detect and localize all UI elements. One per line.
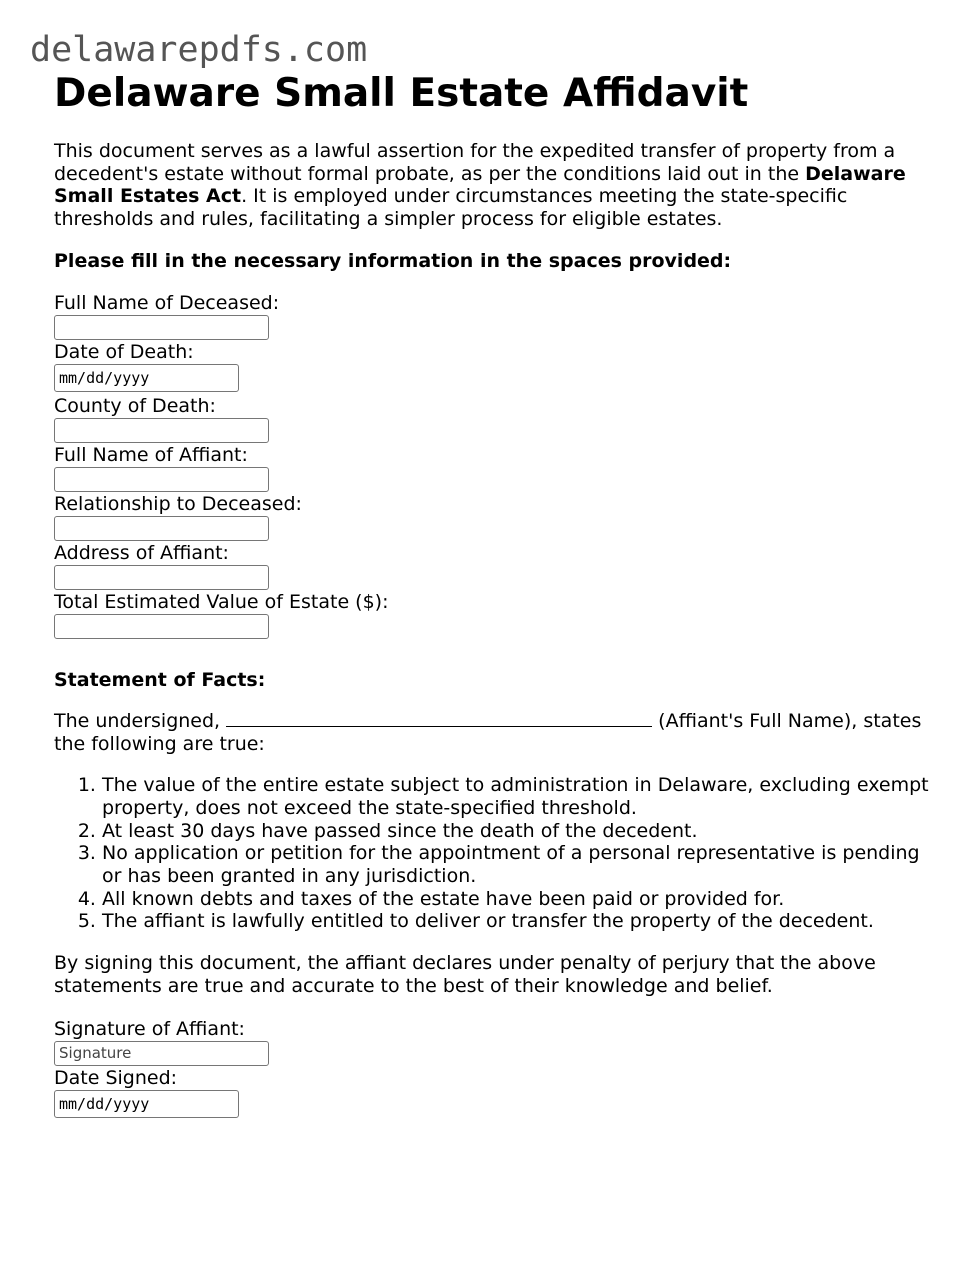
estate-value-input[interactable] [54, 614, 269, 639]
deceased-name-label: Full Name of Deceased: [54, 291, 280, 314]
signature-label: Signature of Affiant: [54, 1017, 245, 1040]
fact-item: 2. At least 30 days have passed since the death of the decedent. [102, 820, 934, 843]
fact-item: 5. The affiant is lawfully entitled to deliver or transfer the property of the decedent. [102, 910, 934, 933]
affiant-address-label: Address of Affiant: [54, 541, 229, 564]
affiant-name-label: Full Name of Affiant: [54, 443, 248, 466]
statement-intro [54, 710, 934, 755]
affiant-address-input[interactable] [54, 565, 269, 590]
affiant-name-input[interactable] [54, 467, 269, 492]
intro-text-before: This document serves as a lawful assertion for the expedited transfer of property from a decedent's estate without formal probate, as per the conditions laid out in the [54, 140, 896, 185]
affiant-name-blank[interactable] [226, 710, 652, 727]
instruction-text: Please fill in the necessary information in the spaces provided: [54, 249, 732, 272]
intro-text-after: . It is employed under circumstances meeting the state-specific thresholds and rules, facilitating a simpler process for eligible estates. [54, 185, 848, 231]
relationship-input[interactable] [54, 516, 269, 541]
county-of-death-input[interactable] [54, 418, 269, 443]
date-of-death-input[interactable]: mm/dd/yyyy [54, 364, 239, 392]
intro-paragraph [54, 140, 934, 231]
statement-of-facts-heading: Statement of Facts: [54, 668, 266, 691]
county-of-death-label: County of Death: [54, 394, 216, 417]
facts-list [54, 774, 934, 933]
statement-prefix: The undersigned, [54, 709, 227, 732]
statement-suffix: (Affiant's Full Name), states the following are true: [54, 709, 922, 755]
form-fields [54, 291, 934, 639]
site-watermark: delawarepdfs.com [30, 30, 368, 70]
relationship-label: Relationship to Deceased: [54, 492, 302, 515]
fact-item: 1. The value of the entire estate subject to administration in Delaware, excluding exempt property, does not exceed the state-specified threshold. [102, 774, 934, 819]
signature-block [54, 1017, 934, 1118]
fact-item: 4. All known debts and taxes of the estate have been paid or provided for. [102, 888, 934, 911]
estate-value-label: Total Estimated Value of Estate ($): [54, 590, 389, 613]
fact-item: 3. No application or petition for the appointment of a personal representative is pending or has been granted in any jurisdiction. [102, 842, 934, 887]
page-title: Delaware Small Estate Affidavit [54, 71, 749, 116]
signature-input[interactable]: Signature [54, 1041, 269, 1066]
declaration-paragraph: By signing this document, the affiant declares under penalty of perjury that the above statements are true and accurate to the best of their knowledge and belief. [54, 952, 876, 997]
date-signed-input[interactable]: mm/dd/yyyy [54, 1090, 239, 1118]
deceased-name-input[interactable] [54, 315, 269, 340]
intro-act-name: Delaware Small Estates Act [54, 162, 906, 208]
date-of-death-label: Date of Death: [54, 340, 194, 363]
affidavit-document [54, 70, 934, 1118]
date-signed-label: Date Signed: [54, 1066, 178, 1089]
